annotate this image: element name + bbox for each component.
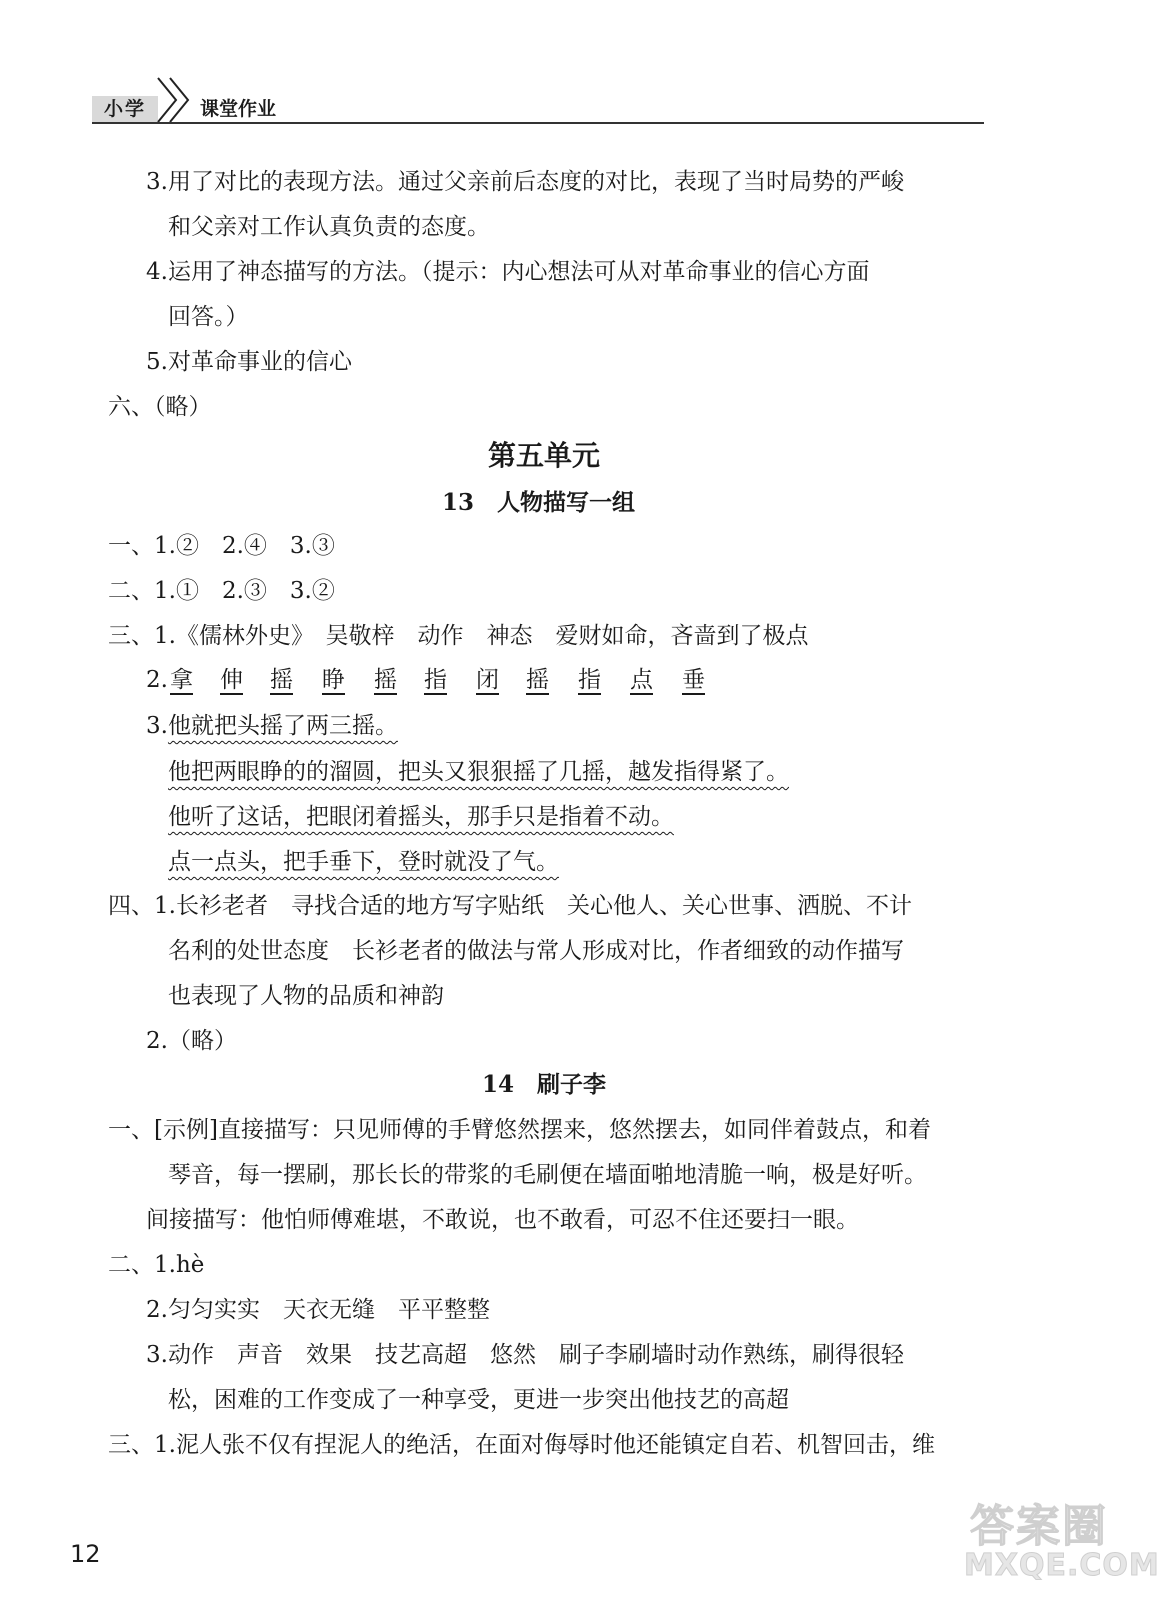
answer-line: 3.动作 声音 效果 技艺高超 悠然 刷子李刷墙时动作熟练，刷得很轻 [146,1342,904,1368]
header-tag: 小学 [92,96,158,122]
answer-line: 名利的处世态度 长衫老者的做法与常人形成对比，作者细致的动作描写 [168,938,904,964]
item-prefix: 3. [146,713,168,739]
watermark-url: MXQE.COM [964,1548,1160,1583]
answer-line: 2.（略） [146,1028,237,1054]
unit-title: 第五单元 [488,439,601,472]
verb-word: 指 [424,667,447,693]
answer-line [146,710,398,742]
lesson-14-title: 14 刷子李 [482,1071,607,1098]
verb-word: 拿 [170,667,193,693]
wavy-quote: 他把两眼睁的的溜圆，把头又狠狠摇了几摇，越发指得紧了。 [168,759,789,785]
answer-line: 三、1.泥人张不仅有捏泥人的绝活，在面对侮辱时他还能镇定自若、机智回击，维 [108,1432,935,1458]
lesson-13-title: 13 人物描写一组 [442,489,636,516]
answer-line: 松，困难的工作变成了一种享受，更进一步突出他技艺的高超 [168,1387,789,1413]
wavy-quote: 他就把头摇了两三摇。 [167,713,398,739]
answer-line: 回答。） [168,304,249,330]
answer-line: 一、1.② 2.④ 3.③ [108,533,335,559]
verb-word: 睁 [322,667,345,693]
verb-word: 摇 [526,667,549,693]
header-rule [92,122,984,124]
page-header [92,72,984,124]
verb-word: 指 [578,667,601,693]
watermark-text: 答案圈 [970,1501,1108,1552]
answer-line [168,846,559,878]
wavy-quote: 他听了这话，把眼闭着摇头，那手只是指着不动。 [168,804,674,830]
header-title: 课堂作业 [200,98,277,120]
verb-word: 垂 [682,667,705,693]
answer-line: 一、[示例]直接描写：只见师傅的手臂悠然摆来，悠然摆去，如同伴着鼓点，和着 [108,1117,931,1143]
answer-line: 2.匀匀实实 天衣无缝 平平整整 [146,1297,490,1323]
answer-line: 和父亲对工作认真负责的态度。 [168,214,490,240]
answer-line [168,801,674,833]
wavy-quote: 点一点头，把手垂下，登时就没了气。 [168,849,559,875]
verb-word: 摇 [270,667,293,693]
answer-line [168,756,789,788]
answer-line: 4.运用了神态描写的方法。（提示：内心想法可从对革命事业的信心方面 [146,259,870,285]
item-prefix: 2. [146,667,168,693]
answer-line: 三、1.《儒林外史》 吴敬梓 动作 神态 爱财如命，吝啬到了极点 [108,623,809,649]
verb-word: 闭 [476,667,499,693]
answer-line: 二、1.hè [108,1252,205,1278]
watermark [964,1488,1160,1588]
answer-line: 5.对革命事业的信心 [146,349,352,375]
answer-line: 琴音，每一摆刷，那长长的带浆的毛刷便在墙面啪地清脆一响，极是好听。 [168,1162,927,1188]
answer-line: 四、1.长衫老者 寻找合适的地方写字贴纸 关心他人、关心世事、洒脱、不计 [108,893,912,919]
page-number: 12 [70,1540,101,1568]
answer-line: 3.用了对比的表现方法。通过父亲前后态度的对比，表现了当时局势的严峻 [146,169,904,195]
answer-line: 也表现了人物的品质和神韵 [168,983,444,1009]
verb-word: 点 [630,667,653,693]
answer-line: 六、（略） [108,394,212,420]
verb-word: 摇 [374,667,397,693]
answer-line: 二、1.① 2.③ 3.② [108,578,335,604]
double-chevron-icon [154,74,198,122]
answer-line: 间接描写：他怕师傅难堪，不敢说，也不敢看，可忍不住还要扫一眼。 [146,1207,859,1233]
verb-word: 伸 [220,667,243,693]
